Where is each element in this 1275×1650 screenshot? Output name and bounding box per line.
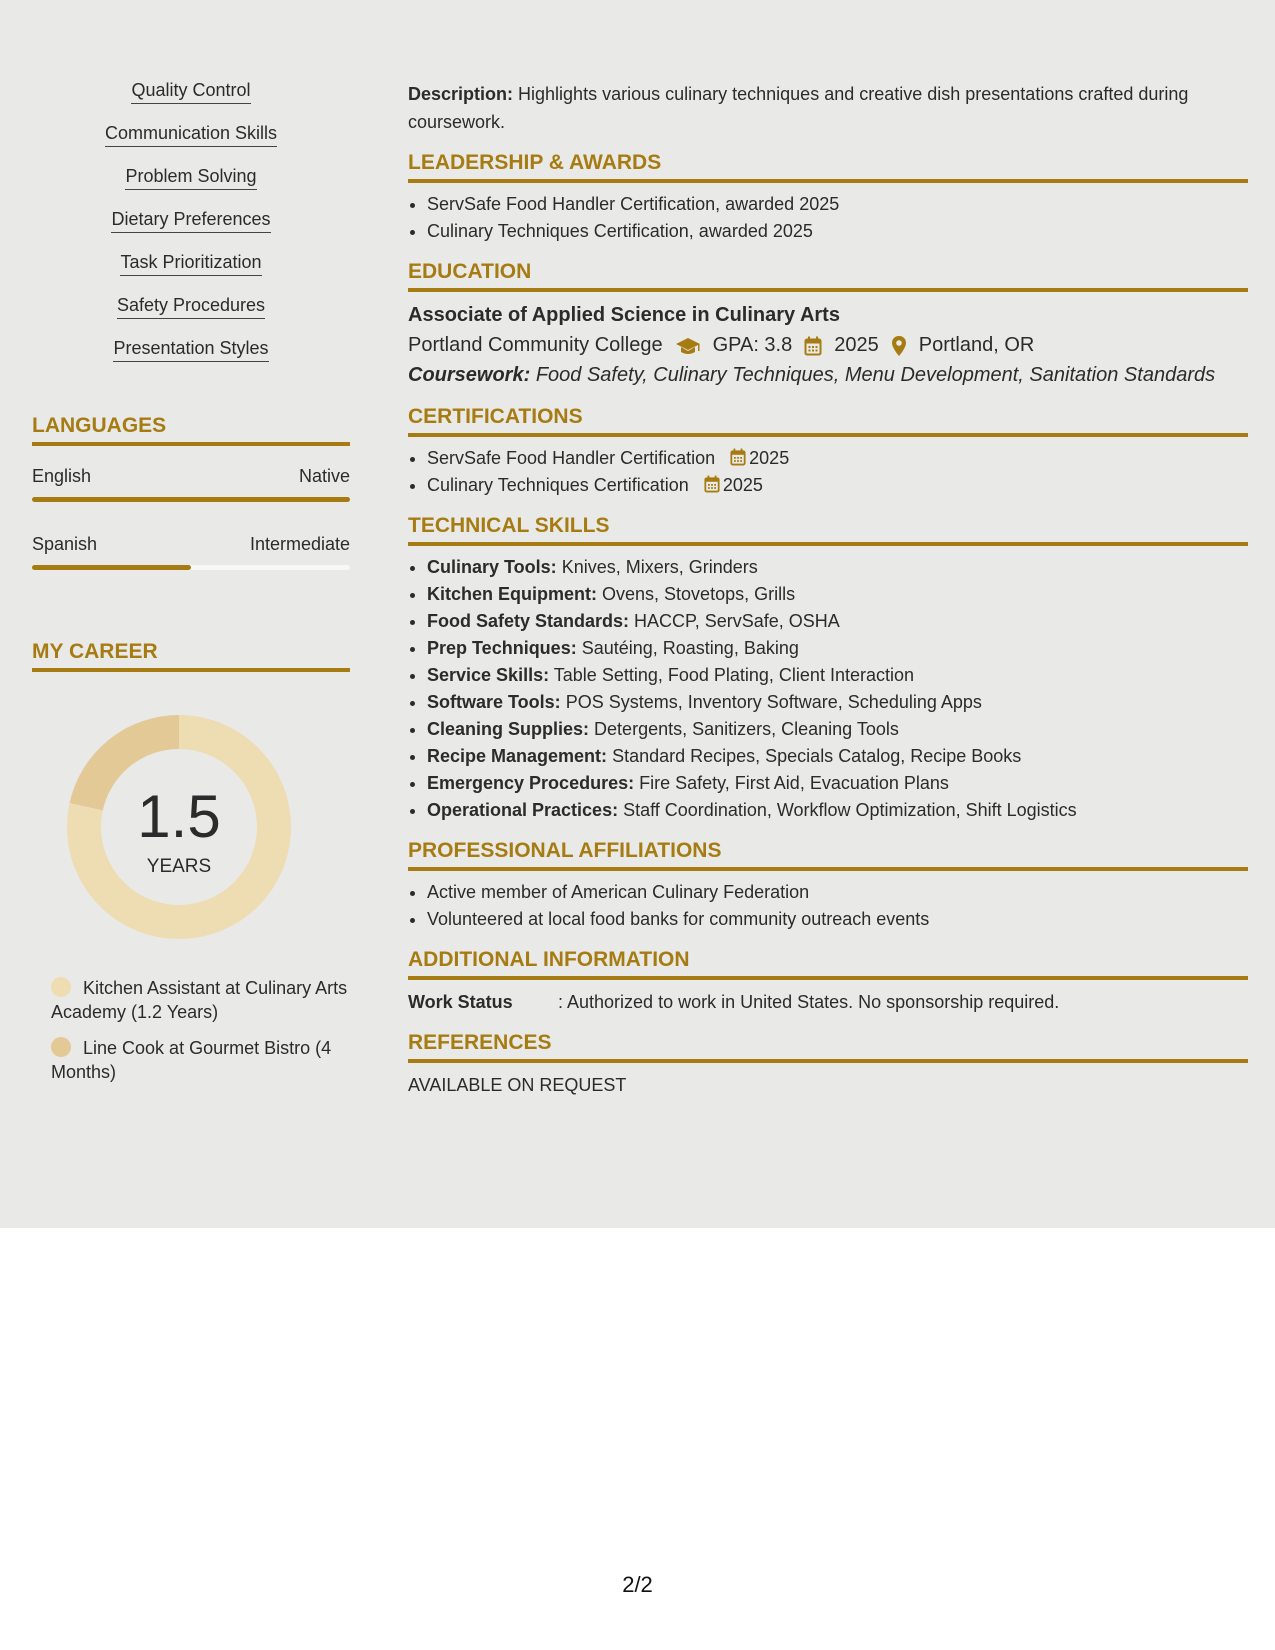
list-item — [427, 445, 1248, 472]
education-year: 2025 — [834, 334, 879, 356]
career-legend-label: Kitchen Assistant at Culinary Arts Academy (1.2 Years) — [51, 978, 348, 1022]
career-total: 1.5 — [137, 783, 221, 850]
work-status-value: : Authorized to work in United States. No sponsorship required. — [558, 992, 1060, 1012]
career-legend-item — [51, 976, 350, 1024]
location-pin-icon — [891, 330, 907, 360]
languages-heading: LANGUAGES — [32, 414, 350, 446]
certification-name: Culinary Techniques Certification — [427, 475, 689, 495]
list-item: • Prep Techniques: Sautéing, Roasting, Baking — [427, 635, 1248, 662]
leadership-heading: LEADERSHIP & AWARDS — [408, 151, 1248, 183]
skill-tag: Presentation Styles — [113, 338, 268, 362]
legend-dot — [51, 1037, 71, 1057]
career-legend-item — [51, 1036, 350, 1084]
certification-name: ServSafe Food Handler Certification — [427, 448, 716, 468]
language-name: Spanish — [32, 534, 98, 554]
description-label: Description: — [408, 84, 514, 104]
career-heading: MY CAREER — [32, 640, 350, 672]
list-item: • Active member of American Culinary Federation — [427, 879, 1248, 906]
career-unit: YEARS — [146, 856, 212, 877]
career-donut-chart — [64, 712, 294, 942]
leadership-list — [408, 191, 1248, 245]
list-item: • Volunteered at local food banks for community outreach events — [427, 906, 1248, 933]
list-item: • Emergency Procedures: Fire Safety, First Aid, Evacuation Plans — [427, 770, 1248, 797]
skill-tag: Safety Procedures — [117, 295, 265, 319]
list-item: • Cleaning Supplies: Detergents, Sanitizers, Cleaning Tools — [427, 716, 1248, 743]
certification-year: 2025 — [704, 475, 763, 495]
list-item: • Recipe Management: Standard Recipes, Specials Catalog, Recipe Books — [427, 743, 1248, 770]
skill-tag: Task Prioritization — [120, 252, 261, 276]
coursework-label: Coursework: — [408, 364, 531, 386]
education-coursework — [408, 360, 1248, 390]
skill-tag: Problem Solving — [125, 166, 256, 190]
language-bar — [32, 565, 350, 570]
career-legend-label: Line Cook at Gourmet Bistro (4 Months) — [51, 1038, 332, 1082]
graduation-cap-icon — [675, 330, 701, 360]
list-item: • ServSafe Food Handler Certification, awarded 2025 — [427, 191, 1248, 218]
language-bar-fill — [32, 565, 191, 570]
affiliations-list — [408, 879, 1248, 933]
language-item — [32, 466, 350, 502]
work-status-row — [408, 988, 1248, 1016]
description-text: Highlights various culinary techniques and creative dish presentations crafted during coursework. — [408, 84, 1189, 132]
project-description — [408, 80, 1248, 136]
technical-skills-heading: TECHNICAL SKILLS — [408, 514, 1248, 546]
list-item: • Kitchen Equipment: Ovens, Stovetops, Grills — [427, 581, 1248, 608]
calendar-icon — [704, 475, 720, 493]
education-school: Portland Community College — [408, 334, 663, 356]
skill-tag: Quality Control — [131, 80, 250, 104]
main-content — [408, 80, 1248, 1099]
page-number: 2/2 — [622, 1572, 653, 1597]
certification-year: 2025 — [730, 448, 789, 468]
skills-list — [32, 80, 350, 362]
calendar-icon — [804, 330, 822, 360]
list-item: • Culinary Techniques Certification, awarded 2025 — [427, 218, 1248, 245]
list-item: • Service Skills: Table Setting, Food Plating, Client Interaction — [427, 662, 1248, 689]
references-text: AVAILABLE ON REQUEST — [408, 1075, 627, 1095]
language-level: Intermediate — [249, 534, 350, 554]
certifications-list — [408, 445, 1248, 499]
certifications-heading: CERTIFICATIONS — [408, 405, 1248, 437]
skill-tag: Communication Skills — [105, 123, 277, 147]
additional-info-heading: ADDITIONAL INFORMATION — [408, 948, 1248, 980]
calendar-icon — [730, 448, 746, 466]
work-status-label: Work Status — [408, 992, 513, 1012]
language-name: English — [32, 466, 92, 486]
list-item: • Software Tools: POS Systems, Inventory Software, Scheduling Apps — [427, 689, 1248, 716]
coursework-text: Food Safety, Culinary Techniques, Menu Development, Sanitation Standards — [535, 364, 1216, 386]
list-item: • Operational Practices: Staff Coordination, Workflow Optimization, Shift Logistics — [427, 797, 1248, 824]
list-item — [427, 472, 1248, 499]
technical-skills-list — [408, 554, 1248, 824]
list-item: • Food Safety Standards: HACCP, ServSafe, OSHA — [427, 608, 1248, 635]
education-heading: EDUCATION — [408, 260, 1248, 292]
sidebar — [32, 80, 350, 1096]
references-heading: REFERENCES — [408, 1031, 1248, 1063]
affiliations-heading: PROFESSIONAL AFFILIATIONS — [408, 839, 1248, 871]
legend-dot — [51, 977, 71, 997]
education-location: Portland, OR — [918, 334, 1035, 356]
career-legend — [32, 976, 350, 1084]
skill-tag: Dietary Preferences — [111, 209, 270, 233]
education-gpa: GPA: 3.8 — [712, 334, 793, 356]
language-bar-fill — [32, 497, 350, 502]
education-degree: Associate of Applied Science in Culinary Arts — [408, 304, 840, 326]
education-meta — [408, 330, 1248, 360]
language-item — [32, 534, 350, 570]
language-bar — [32, 497, 350, 502]
language-level: Native — [298, 466, 350, 486]
list-item: • Culinary Tools: Knives, Mixers, Grinders — [427, 554, 1248, 581]
